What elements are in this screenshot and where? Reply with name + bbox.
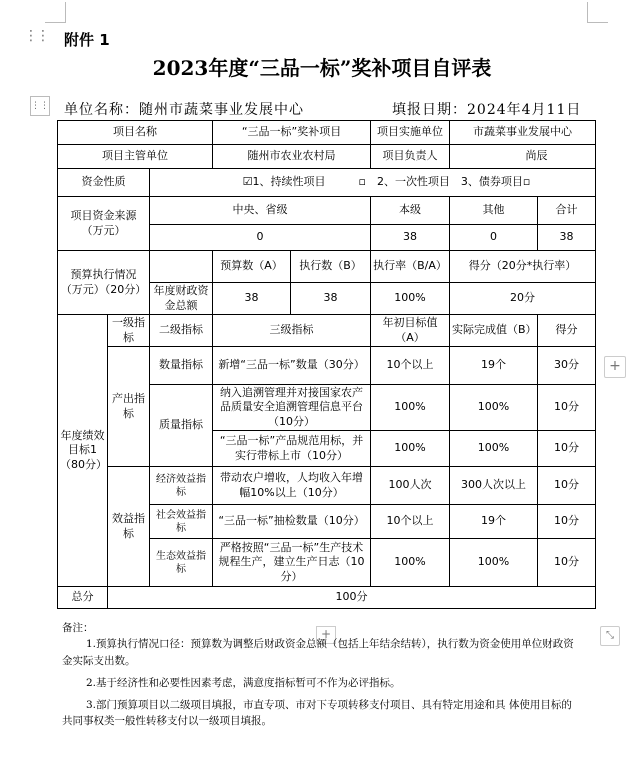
level2-quantity: 数量指标 <box>150 347 213 385</box>
table-move-icon[interactable]: ⋮⋮ <box>30 96 50 116</box>
notes-heading: 备注： <box>62 622 94 634</box>
page-corner-mark-right <box>587 2 608 23</box>
table-row-score[interactable]: 10分 <box>538 385 596 431</box>
level2-economic: 经济效益指标 <box>150 467 213 505</box>
table-row-target[interactable]: 100人次 <box>371 467 450 505</box>
table-row-actual[interactable]: 100% <box>450 539 538 587</box>
supervisor-label: 项目主管单位 <box>58 145 213 169</box>
perf-header-actual: 实际完成值（B） <box>450 315 538 347</box>
page-corner-mark-left <box>45 2 66 23</box>
exec-rate-header: 执行率（B/A） <box>371 251 450 283</box>
attachment-label: 附件 1 <box>64 31 110 49</box>
table-row-target[interactable]: 100% <box>371 431 450 467</box>
exec-blank-header <box>150 251 213 283</box>
table-row-target[interactable]: 10个以上 <box>371 347 450 385</box>
impl-unit-label: 项目实施单位 <box>371 121 450 145</box>
table-row-actual[interactable]: 100% <box>450 431 538 467</box>
table-row-actual[interactable]: 300人次以上 <box>450 467 538 505</box>
self-evaluation-table <box>57 120 596 609</box>
exec-actual-header: 执行数（B） <box>291 251 371 283</box>
level1-benefit: 效益指标 <box>108 467 150 587</box>
supervisor-value[interactable]: 随州市农业农村局 <box>213 145 371 169</box>
source-value-local[interactable]: 38 <box>371 225 450 251</box>
table-row-target[interactable]: 100% <box>371 539 450 587</box>
perf-header-level2: 二级指标 <box>150 315 213 347</box>
perf-header-level3: 三级指标 <box>213 315 371 347</box>
table-row-indicator[interactable]: 严格按照“三品一标”生产技术规程生产，建立生产日志（10分） <box>213 539 371 587</box>
table-row-actual[interactable]: 19个 <box>450 347 538 385</box>
unit-name: 单位名称：随州市蔬菜事业发展中心 <box>64 102 304 118</box>
table-row-actual[interactable]: 19个 <box>450 505 538 539</box>
perf-header-level1: 一级指标 <box>108 315 150 347</box>
exec-budget-header: 预算数（A） <box>213 251 291 283</box>
page-title: 2023年度“三品一标”奖补项目自评表 <box>152 56 492 80</box>
table-row-score[interactable]: 10分 <box>538 505 596 539</box>
add-column-plus-icon[interactable]: + <box>604 356 626 378</box>
exec-actual-value[interactable]: 38 <box>291 283 371 315</box>
table-row-indicator[interactable]: “三品一标”抽检数量（10分） <box>213 505 371 539</box>
perf-header-score: 得分 <box>538 315 596 347</box>
exec-rate-value[interactable]: 100% <box>371 283 450 315</box>
note-item-1: 1.预算执行情况口径：预算数为调整后财政资金总额（包括上年结余结转），执行数为资金使用单位财政资金实际支出数。 <box>62 638 574 667</box>
level2-social: 社会效益指标 <box>150 505 213 539</box>
perf-header-target: 年初目标值（A） <box>371 315 450 347</box>
add-row-plus-icon[interactable]: + <box>316 626 336 644</box>
drag-handle-icon[interactable]: ⋮⋮ <box>24 28 48 44</box>
resize-icon[interactable]: ⤡ <box>600 626 620 646</box>
table-row-indicator[interactable]: 带动农户增收，人均收入年增幅10%以上（10分） <box>213 467 371 505</box>
notes-section <box>62 620 582 730</box>
table-row-target[interactable]: 100% <box>371 385 450 431</box>
table-row-target[interactable]: 10个以上 <box>371 505 450 539</box>
lead-label: 项目负责人 <box>371 145 450 169</box>
total-label: 总分 <box>58 587 108 609</box>
source-header-local: 本级 <box>371 197 450 225</box>
source-value-total[interactable]: 38 <box>538 225 596 251</box>
project-name-value[interactable]: “三品一标”奖补项目 <box>213 121 371 145</box>
exec-row-label: 年度财政资金总额 <box>150 283 213 315</box>
source-value-central[interactable]: 0 <box>150 225 371 251</box>
level2-ecological: 生态效益指标 <box>150 539 213 587</box>
exec-label: 预算执行情况（万元）（20分） <box>58 251 150 315</box>
source-value-other[interactable]: 0 <box>450 225 538 251</box>
note-item-3: 3.部门预算项目以二级项目填报，市直专项、市对下专项转移支付项目、具有特定用途和具 体使用目标的共同事权类一般性转移支付以一级项目填报。 <box>62 699 572 728</box>
level2-quality: 质量指标 <box>150 385 213 467</box>
exec-score-header: 得分（20分*执行率） <box>450 251 596 283</box>
note-item-2: 2.基于经济性和必要性因素考虑，满意度指标暂可不作为必评指标。 <box>86 676 401 689</box>
table-row-indicator[interactable]: 纳入追溯管理并对接国家农产品质量安全追溯管理信息平台（10分） <box>213 385 371 431</box>
table-row-score[interactable]: 30分 <box>538 347 596 385</box>
perf-label: 年度绩效目标1（80分） <box>58 315 108 587</box>
lead-value[interactable]: 尚辰 <box>450 145 596 169</box>
table-row-score[interactable]: 10分 <box>538 467 596 505</box>
table-row-score[interactable]: 10分 <box>538 431 596 467</box>
table-row-indicator[interactable]: “三品一标”产品规范用标，并实行带标上市（10分） <box>213 431 371 467</box>
exec-score-value[interactable]: 20分 <box>450 283 596 315</box>
fund-nature-label: 资金性质 <box>58 169 150 197</box>
fund-source-label: 项目资金来源（万元） <box>58 197 150 251</box>
table-row-score[interactable]: 10分 <box>538 539 596 587</box>
level1-output: 产出指标 <box>108 347 150 467</box>
exec-budget-value[interactable]: 38 <box>213 283 291 315</box>
report-date: 填报日期：2024年4月11日 <box>392 102 582 118</box>
source-header-central: 中央、省级 <box>150 197 371 225</box>
source-header-other: 其他 <box>450 197 538 225</box>
source-header-total: 合计 <box>538 197 596 225</box>
table-row-indicator[interactable]: 新增“三品一标”数量（30分） <box>213 347 371 385</box>
fund-nature-options[interactable]: ☑1、持续性项目 ▫ 2、一次性项目 3、债券项目▫ <box>150 169 596 197</box>
table-row-actual[interactable]: 100% <box>450 385 538 431</box>
project-name-label: 项目名称 <box>58 121 213 145</box>
impl-unit-value[interactable]: 市蔬菜事业发展中心 <box>450 121 596 145</box>
total-value[interactable]: 100分 <box>108 587 596 609</box>
